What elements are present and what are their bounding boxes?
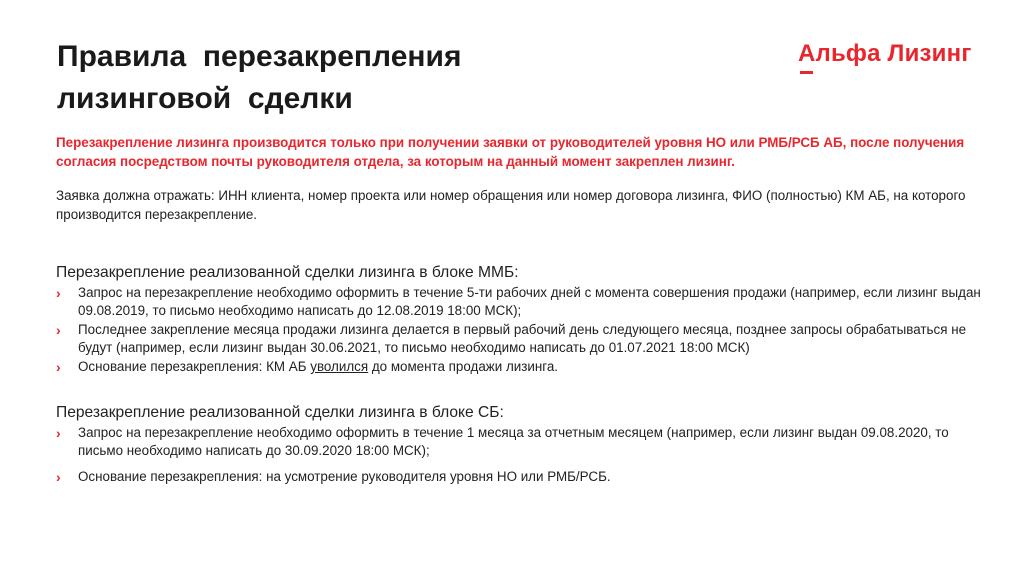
alfa-leasing-logo	[798, 40, 972, 68]
title-line-1: Правила перезакрепления	[57, 40, 462, 73]
chevron-right-icon: ›	[56, 425, 61, 441]
section-sb	[56, 403, 996, 487]
list-item	[56, 358, 996, 376]
sb-list	[56, 424, 996, 486]
mmb-list	[56, 284, 996, 376]
list-item	[56, 468, 996, 486]
logo-text: Альфа Лизинг	[798, 40, 972, 67]
page-title	[57, 36, 657, 120]
list-item	[56, 321, 996, 357]
section-mmb-title: Перезакрепление реализованной сделки лизинга в блоке ММБ:	[56, 264, 519, 281]
requirement-paragraph: Заявка должна отражать: ИНН клиента, номер проекта или номер обращения или номер договора лизинга, ФИО (полностью) КМ АБ, на которого производится перезакрепление.	[56, 188, 966, 222]
list-item	[56, 424, 996, 460]
chevron-right-icon: ›	[56, 285, 61, 301]
title-line-2: лизинговой сделки	[57, 82, 353, 115]
list-item-text: Основание перезакрепления: на усмотрение руководителя уровня НО или РМБ/РСБ.	[78, 469, 611, 484]
section-sb-title: Перезакрепление реализованной сделки лизинга в блоке СБ:	[56, 404, 504, 421]
chevron-right-icon: ›	[56, 469, 61, 485]
intro-paragraph: Перезакрепление лизинга производится только при получении заявки от руководителей уровня НО или РМБ/РСБ АБ, после получения согласия посредством почты руководителя отдела, за которым на данный момент закреплен лизинг.	[56, 135, 965, 169]
basis-suffix: до момента продажи лизинга.	[368, 359, 559, 374]
basis-prefix: Основание перезакрепления: КМ АБ	[78, 359, 311, 374]
logo-underline-icon	[800, 71, 813, 74]
list-item-text: Последнее закрепление месяца продажи лизинга делается в первый рабочий день следующего месяца, позднее запросы обрабатываться не будут (например, если лизинг выдан 30.06.2021, то письмо необходимо написать до 01.07.2021 18:00 МСК)	[78, 322, 967, 355]
chevron-right-icon: ›	[56, 359, 61, 375]
list-item	[56, 284, 996, 320]
chevron-right-icon: ›	[56, 322, 61, 338]
section-mmb	[56, 263, 996, 377]
list-item-text: Запрос на перезакрепление необходимо оформить в течение 1 месяца за отчетным месяцем (например, если лизинг выдан 09.08.2020, то письмо необходимо написать до 30.09.2020 18:00 МСК);	[78, 425, 949, 458]
basis-underlined: уволился	[310, 359, 369, 374]
list-item-text: Запрос на перезакрепление необходимо оформить в течение 5-ти рабочих дней с момента совершения продажи (например, если лизинг выдан 09.08.2019, то письмо необходимо написать до 12.08.2019 18:00 МСК);	[78, 285, 981, 318]
